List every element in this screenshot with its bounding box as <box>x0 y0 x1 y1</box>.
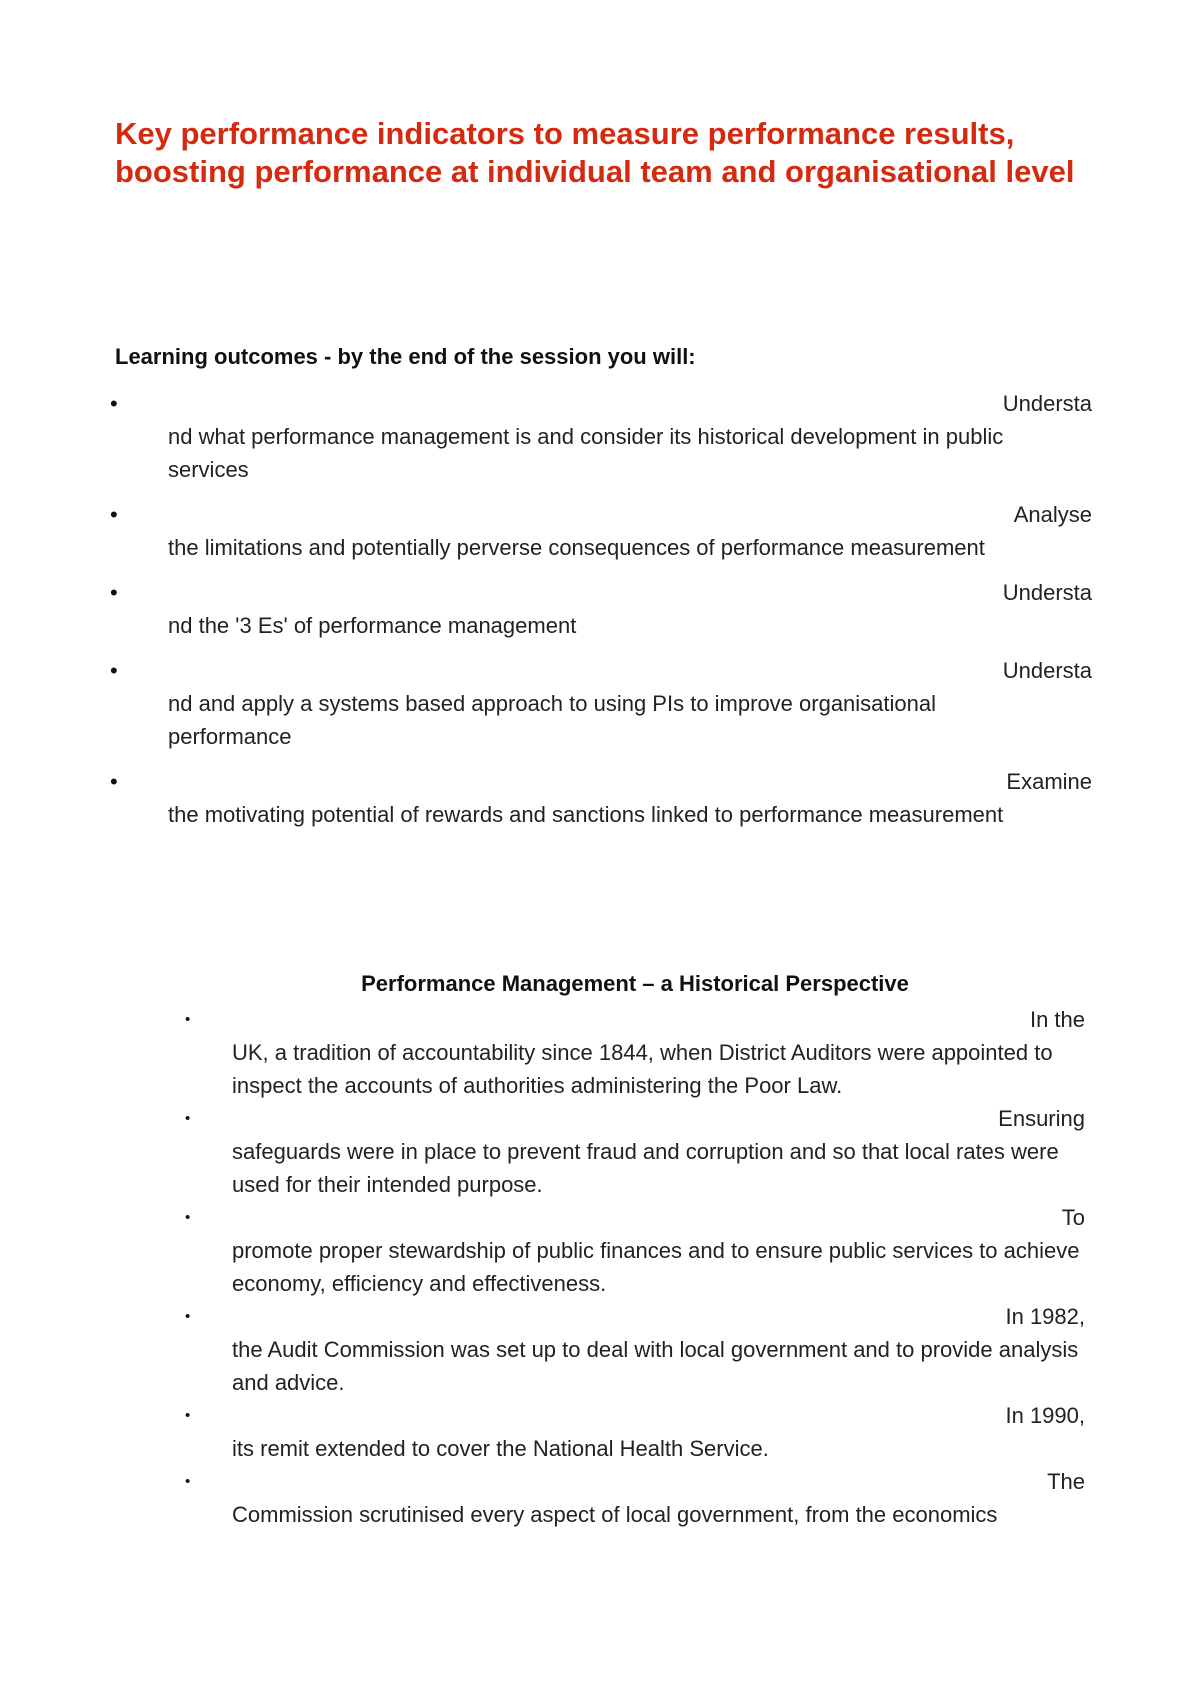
learning-outcomes-list <box>110 387 1092 843</box>
list-item-text: nd what performance management is and consider its historical development in public services <box>168 424 1004 482</box>
list-item-first-word: Understa <box>1002 580 1092 605</box>
historical-perspective-list <box>185 1003 1085 1531</box>
bullet-icon: • <box>110 502 118 527</box>
bullet-icon: • <box>185 1011 191 1028</box>
list-item <box>110 765 1092 831</box>
list-item-first-word: Understa <box>1002 391 1092 416</box>
list-item <box>185 1102 1085 1201</box>
bullet-icon: • <box>110 658 118 683</box>
bullet-icon: • <box>110 391 118 416</box>
list-item <box>185 1399 1085 1465</box>
list-item-first-word: To <box>1061 1205 1085 1230</box>
list-item-text: the Audit Commission was set up to deal with local government and to provide analysis and advice. <box>232 1337 1079 1395</box>
list-item <box>185 1300 1085 1399</box>
list-item-first-word: The <box>1047 1469 1085 1494</box>
bullet-icon: • <box>185 1407 191 1424</box>
list-item-text: UK, a tradition of accountability since 1844, when District Auditors were appointed to inspect the accounts of authorities administering the Poor Law. <box>232 1040 1053 1098</box>
bullet-icon: • <box>185 1473 191 1490</box>
list-item <box>110 576 1092 642</box>
list-item <box>185 1003 1085 1102</box>
bullet-icon: • <box>185 1110 191 1127</box>
list-item <box>110 387 1092 486</box>
list-item-text: its remit extended to cover the National Health Service. <box>232 1436 769 1461</box>
list-item-text: Commission scrutinised every aspect of local government, from the economics <box>232 1502 998 1527</box>
list-item-text: nd and apply a systems based approach to using PIs to improve organisational performance <box>168 691 937 749</box>
list-item-first-word: Ensuring <box>998 1106 1085 1131</box>
learning-outcomes-heading: Learning outcomes - by the end of the session you will: <box>115 344 696 369</box>
bullet-icon: • <box>185 1209 191 1226</box>
list-item-text: the motivating potential of rewards and sanctions linked to performance measurement <box>168 802 1004 827</box>
list-item-first-word: In 1982, <box>1005 1304 1085 1329</box>
list-item-text: safeguards were in place to prevent fraud and corruption and so that local rates were used for their intended purpose. <box>232 1139 1059 1197</box>
list-item-first-word: Analyse <box>1013 502 1092 527</box>
historical-perspective-heading: Performance Management – a Historical Perspective <box>361 971 909 996</box>
bullet-icon: • <box>110 769 118 794</box>
list-item-first-word: Understa <box>1002 658 1092 683</box>
list-item <box>185 1201 1085 1300</box>
list-item <box>110 498 1092 564</box>
list-item-first-word: Examine <box>1006 769 1092 794</box>
list-item <box>110 654 1092 753</box>
bullet-icon: • <box>110 580 118 605</box>
list-item-text: nd the '3 Es' of performance management <box>168 613 577 638</box>
list-item-text: the limitations and potentially perverse consequences of performance measurement <box>168 535 985 560</box>
document-title: Key performance indicators to measure performance results, boosting performance at individual team and organisational level <box>115 116 1075 189</box>
list-item <box>185 1465 1085 1531</box>
list-item-first-word: In the <box>1029 1007 1085 1032</box>
list-item-first-word: In 1990, <box>1005 1403 1085 1428</box>
bullet-icon: • <box>185 1308 191 1325</box>
list-item-text: promote proper stewardship of public finances and to ensure public services to achieve economy, efficiency and effectiveness. <box>232 1238 1080 1296</box>
